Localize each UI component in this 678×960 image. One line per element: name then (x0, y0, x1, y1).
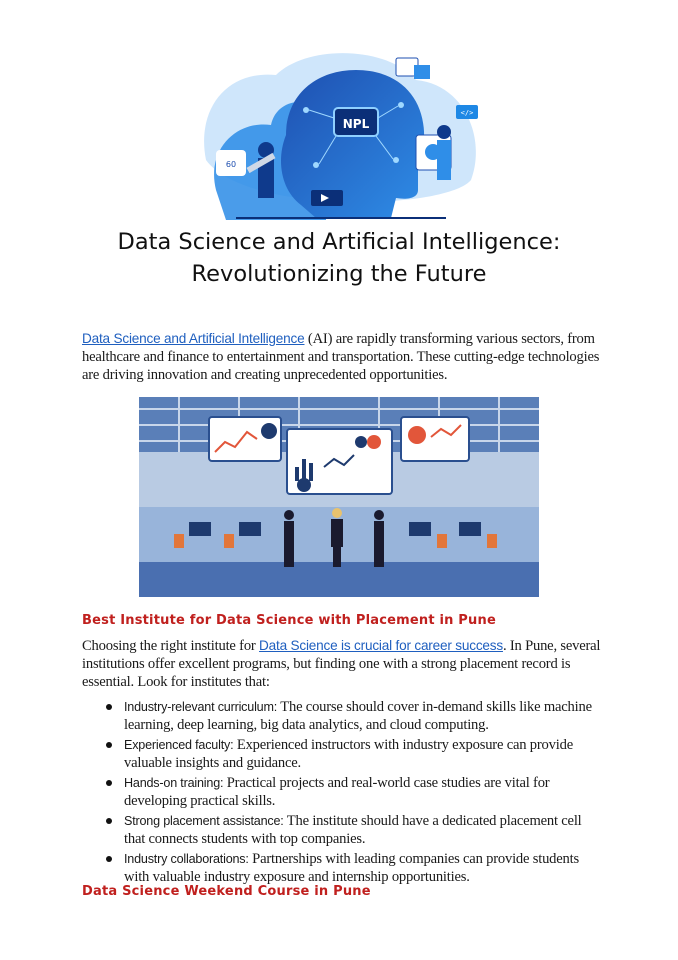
list-item (104, 850, 604, 886)
list-item-term: Industry collaborations: (124, 852, 249, 866)
section1-paragraph (82, 637, 602, 691)
npl-badge: NPL (342, 117, 370, 131)
ai-brain-illustration (186, 40, 492, 220)
data-science-link[interactable]: Data Science is crucial for career success (259, 638, 503, 653)
section1-text-after: . In Pune, several institutions offer excellent programs, but finding one with a strong placement record is essential. Look for institutes that: (82, 638, 601, 690)
institute-criteria-list (104, 698, 604, 888)
list-item-term: Strong placement assistance: (124, 814, 284, 828)
list-item (104, 698, 604, 734)
list-item-text: Experienced instructors with industry exposure can provide valuable insights and guidance. (124, 737, 573, 771)
section-heading-weekend-course: Data Science Weekend Course in Pune (82, 884, 371, 899)
list-item-text: Practical projects and real-world case studies are vital for developing practical skills. (124, 775, 550, 809)
title-line-2: Revolutionizing the Future (191, 261, 487, 287)
list-item (104, 812, 604, 848)
svg-text:60: 60 (225, 160, 237, 169)
section-heading-best-institute: Best Institute for Data Science with Placement in Pune (82, 613, 496, 628)
list-item-term: Experienced faculty: (124, 738, 234, 752)
list-item-text: The course should cover in-demand skills like machine learning, deep learning, big data analytics, and cloud computing. (124, 699, 592, 733)
svg-text:</>: </> (460, 109, 474, 117)
title-line-1: Data Science and Artificial Intelligence: (117, 229, 561, 255)
intro-link[interactable]: Data Science and Artificial Intelligence (82, 331, 305, 346)
page-title (40, 226, 638, 290)
list-item (104, 774, 604, 810)
list-item-text: Partnerships with leading companies can provide students with valuable industry exposure and internship opportunities. (124, 851, 579, 885)
list-item-term: Industry-relevant curriculum: (124, 700, 278, 714)
intro-paragraph (82, 330, 602, 384)
list-item-term: Hands-on training: (124, 776, 224, 790)
intro-text: (AI) are rapidly transforming various sectors, from healthcare and finance to entertainment and transportation. These cutting-edge technologies are driving innovation and creating unprecedented opportunities. (82, 331, 600, 383)
list-item (104, 736, 604, 772)
data-analytics-factory-illustration (139, 397, 539, 597)
list-item-text: The institute should have a dedicated placement cell that connects students with top companies. (124, 813, 582, 847)
section1-text-before: Choosing the right institute for (82, 638, 260, 654)
